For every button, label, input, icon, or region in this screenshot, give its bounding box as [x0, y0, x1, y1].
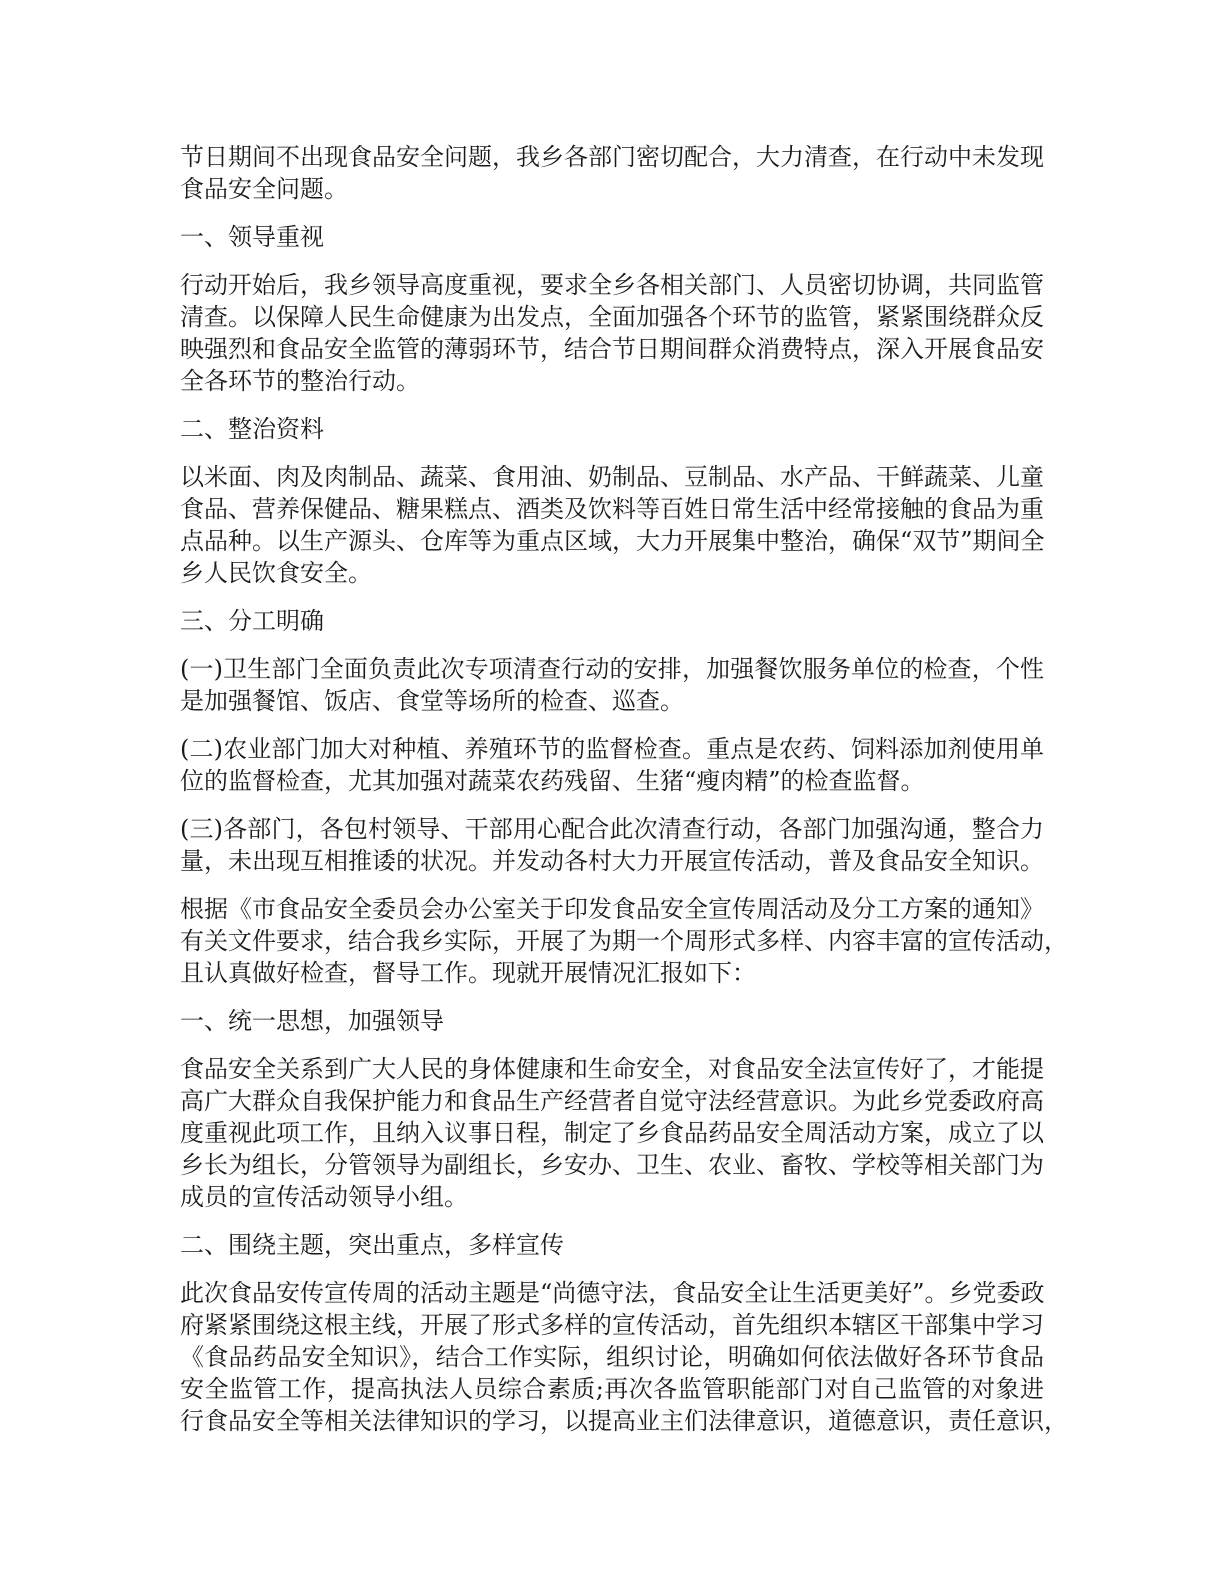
text-line: 食品、营养保健品、糖果糕点、酒类及饮料等百姓日常生活中经常接触的食品为重 — [180, 495, 1044, 523]
text-line: 府紧紧围绕这根主线，开展了形式多样的宣传活动，首先组织本辖区干部集中学习 — [180, 1311, 1044, 1339]
text-line: 乡长为组长，分管领导为副组长，乡安办、卫生、农业、畜牧、学校等相关部门为 — [180, 1151, 1044, 1179]
heading-text: 二、围绕主题，突出重点，多样宣传 — [180, 1231, 564, 1259]
text-line: 行动开始后，我乡领导高度重视，要求全乡各相关部门、人员密切协调，共同监管 — [180, 271, 1044, 299]
paragraph — [180, 141, 1044, 205]
text-line: 此次食品安传宣传周的活动主题是“尚德守法，食品安全让生活更美好”。乡党委政 — [180, 1279, 1045, 1307]
heading-text: 一、统一思想，加强领导 — [180, 1007, 444, 1035]
heading-text: 二、整治资料 — [180, 415, 324, 443]
text-line: 以米面、肉及肉制品、蔬菜、食用油、奶制品、豆制品、水产品、干鲜蔬菜、儿童 — [180, 463, 1044, 491]
text-line: 成员的宣传活动领导小组。 — [180, 1183, 468, 1211]
text-line: 《食品药品安全知识》，结合工作实际，组织讨论，明确如何依法做好各环节食品 — [180, 1343, 1044, 1371]
text-line: 点品种。以生产源头、仓库等为重点区域，大力开展集中整治，确保“双节”期间全 — [180, 527, 1045, 555]
heading-text: 一、领导重视 — [180, 223, 324, 251]
paragraph — [180, 1277, 1068, 1437]
section-heading — [180, 221, 1044, 253]
text-line: (二)农业部门加大对种植、养殖环节的监督检查。重点是农药、饲料添加剂使用单 — [180, 735, 1044, 763]
text-line: 位的监督检查，尤其加强对蔬菜农药残留、生猪“瘦肉精”的检查监督。 — [180, 767, 925, 795]
section-heading — [180, 1229, 1044, 1261]
document-body — [180, 141, 1068, 1453]
heading-text: 三、分工明确 — [180, 607, 324, 635]
text-line: 安全监管工作，提高执法人员综合素质;再次各监管职能部门对自己监管的对象进 — [180, 1375, 1044, 1403]
text-line: 根据《市食品安全委员会办公室关于印发食品安全宣传周活动及分工方案的通知》 — [180, 895, 1044, 923]
paragraph — [180, 813, 1044, 877]
text-line: 量，未出现互相推诿的状况。并发动各村大力开展宣传活动，普及食品安全知识。 — [180, 847, 1044, 875]
text-line: 清查。以保障人民生命健康为出发点，全面加强各个环节的监管，紧紧围绕群众反 — [180, 303, 1044, 331]
text-line: 是加强餐馆、饭店、食堂等场所的检查、巡查。 — [180, 687, 684, 715]
paragraph — [180, 653, 1044, 717]
text-line: 度重视此项工作，且纳入议事日程，制定了乡食品药品安全周活动方案，成立了以 — [180, 1119, 1044, 1147]
text-line: 映强烈和食品安全监管的薄弱环节，结合节日期间群众消费特点，深入开展食品安 — [180, 335, 1044, 363]
text-line: 食品安全问题。 — [180, 175, 348, 203]
text-line: 行食品安全等相关法律知识的学习，以提高业主们法律意识，道德意识，责任意识， — [180, 1407, 1068, 1435]
section-heading — [180, 413, 1044, 445]
section-heading — [180, 1005, 1044, 1037]
text-line: 且认真做好检查，督导工作。现就开展情况汇报如下： — [180, 959, 756, 987]
text-line: 节日期间不出现食品安全问题，我乡各部门密切配合，大力清查，在行动中未发现 — [180, 143, 1044, 171]
paragraph — [180, 733, 1044, 797]
text-line: 有关文件要求，结合我乡实际，开展了为期一个周形式多样、内容丰富的宣传活动， — [180, 927, 1068, 955]
text-line: 乡人民饮食安全。 — [180, 559, 372, 587]
paragraph — [180, 1053, 1044, 1213]
paragraph — [180, 269, 1044, 397]
paragraph — [180, 461, 1044, 589]
text-line: 高广大群众自我保护能力和食品生产经营者自觉守法经营意识。为此乡党委政府高 — [180, 1087, 1044, 1115]
paragraph — [180, 893, 1068, 989]
text-line: (一)卫生部门全面负责此次专项清查行动的安排，加强餐饮服务单位的检查，个性 — [180, 655, 1044, 683]
section-heading — [180, 605, 1044, 637]
text-line: (三)各部门，各包村领导、干部用心配合此次清查行动，各部门加强沟通，整合力 — [180, 815, 1044, 843]
text-line: 食品安全关系到广大人民的身体健康和生命安全，对食品安全法宣传好了，才能提 — [180, 1055, 1044, 1083]
text-line: 全各环节的整治行动。 — [180, 367, 420, 395]
